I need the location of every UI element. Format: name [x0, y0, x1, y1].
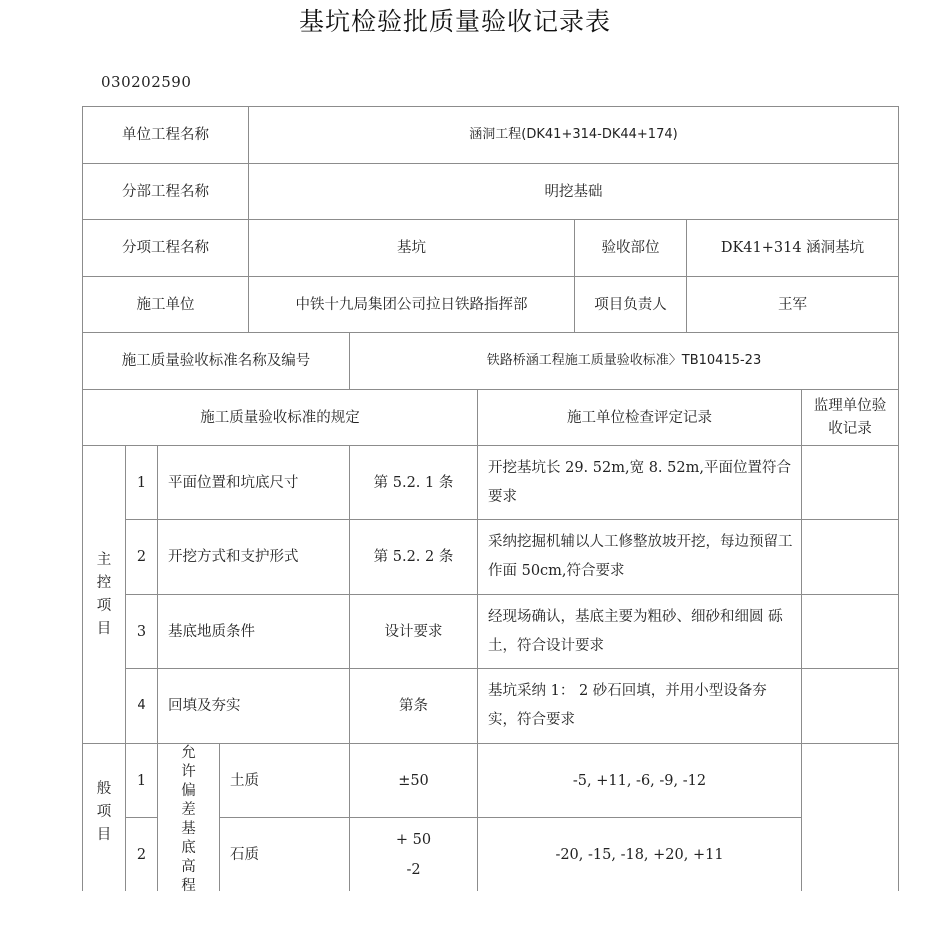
general-item-2-name: 石质 — [230, 846, 259, 863]
main-control-group-label: 主 控 项 目 — [96, 551, 112, 637]
general-item-2-record: -20, -15, -18, +20, +11 — [555, 846, 724, 863]
check-column-header: 施工单位检查评定记录 — [567, 409, 712, 426]
main-item-1-name: 平面位置和坑底尺寸 — [168, 474, 299, 491]
standard-value: 铁路桥涵工程施工质量验收标准〉TB10415-23 — [486, 353, 762, 368]
general-group-label: 般 项 目 — [96, 781, 112, 843]
main-item-1-number: 1 — [136, 474, 147, 491]
unit-project-value: 涵洞工程(DK41+314-DK44+174) — [469, 127, 678, 142]
standard-label: 施工质量验收标准名称及编号 — [121, 353, 311, 369]
main-item-3-record: 经现场确认，基底主要为粗砂、细砂和细圆 砾土，符合设计要求 — [488, 608, 783, 654]
general-item-1-tolerance: ±50 — [398, 772, 429, 789]
general-item-2-number: 2 — [136, 846, 147, 863]
main-item-1-record: 开挖基坑长 29. 52m,宽 8. 52m,平面位置符合要求 — [488, 459, 791, 505]
project-manager-value: 王军 — [778, 296, 807, 313]
subitem-label: 分项工程名称 — [122, 240, 209, 256]
main-item-4-number: 4 — [137, 698, 146, 713]
main-item-2-record: 采纳挖掘机辅以人工修整放坡开挖，每边预留工作面 50cm,符合要求 — [488, 534, 793, 579]
contractor-value: 中铁十九局集团公司拉日铁路指挥部 — [295, 296, 528, 313]
main-item-2-clause: 第 5.2. 2 条 — [373, 549, 454, 565]
contractor-label: 施工单位 — [136, 296, 195, 313]
supervisor-column-header: 监理单位验 收记录 — [813, 397, 887, 437]
main-item-2-name: 开挖方式和支护形式 — [168, 549, 299, 565]
general-item-1-number: 1 — [136, 772, 147, 789]
general-item-1-record: -5, +11, -6, -9, -12 — [572, 772, 707, 789]
general-item-1-name: 土质 — [230, 772, 259, 789]
main-item-3-number: 3 — [136, 623, 147, 640]
page-title: 基坑检验批质量验收记录表 — [298, 7, 611, 36]
tolerance-sub-label: 允 许 偏 差 基 底 高 程 — [181, 745, 196, 894]
main-item-4-clause: 第条 — [399, 698, 428, 714]
unit-project-label: 单位工程名称 — [122, 127, 209, 143]
main-item-1-clause: 第 5.2. 1 条 — [373, 474, 454, 491]
project-manager-label: 项目负责人 — [594, 296, 667, 313]
spec-column-header: 施工质量验收标准的规定 — [200, 409, 360, 426]
general-item-2-tolerance: + 50 -2 — [395, 831, 432, 878]
main-item-4-name: 回填及夯实 — [168, 698, 241, 714]
division-label: 分部工程名称 — [122, 183, 209, 200]
main-item-4-record: 基坑采纳 1： 2 砂石回填，并用小型设备夯实，符合要求 — [488, 683, 767, 728]
subitem-value: 基坑 — [397, 240, 426, 256]
main-item-3-clause: 设计要求 — [384, 623, 443, 640]
main-item-2-number: 2 — [136, 549, 147, 565]
main-item-3-name: 基底地质条件 — [168, 623, 255, 640]
division-value: 明挖基础 — [544, 183, 603, 200]
inspection-part-label: 验收部位 — [601, 240, 660, 256]
document-number: 030202590 — [101, 73, 192, 91]
inspection-part-value: DK41+314 涵洞基坑 — [720, 240, 865, 256]
